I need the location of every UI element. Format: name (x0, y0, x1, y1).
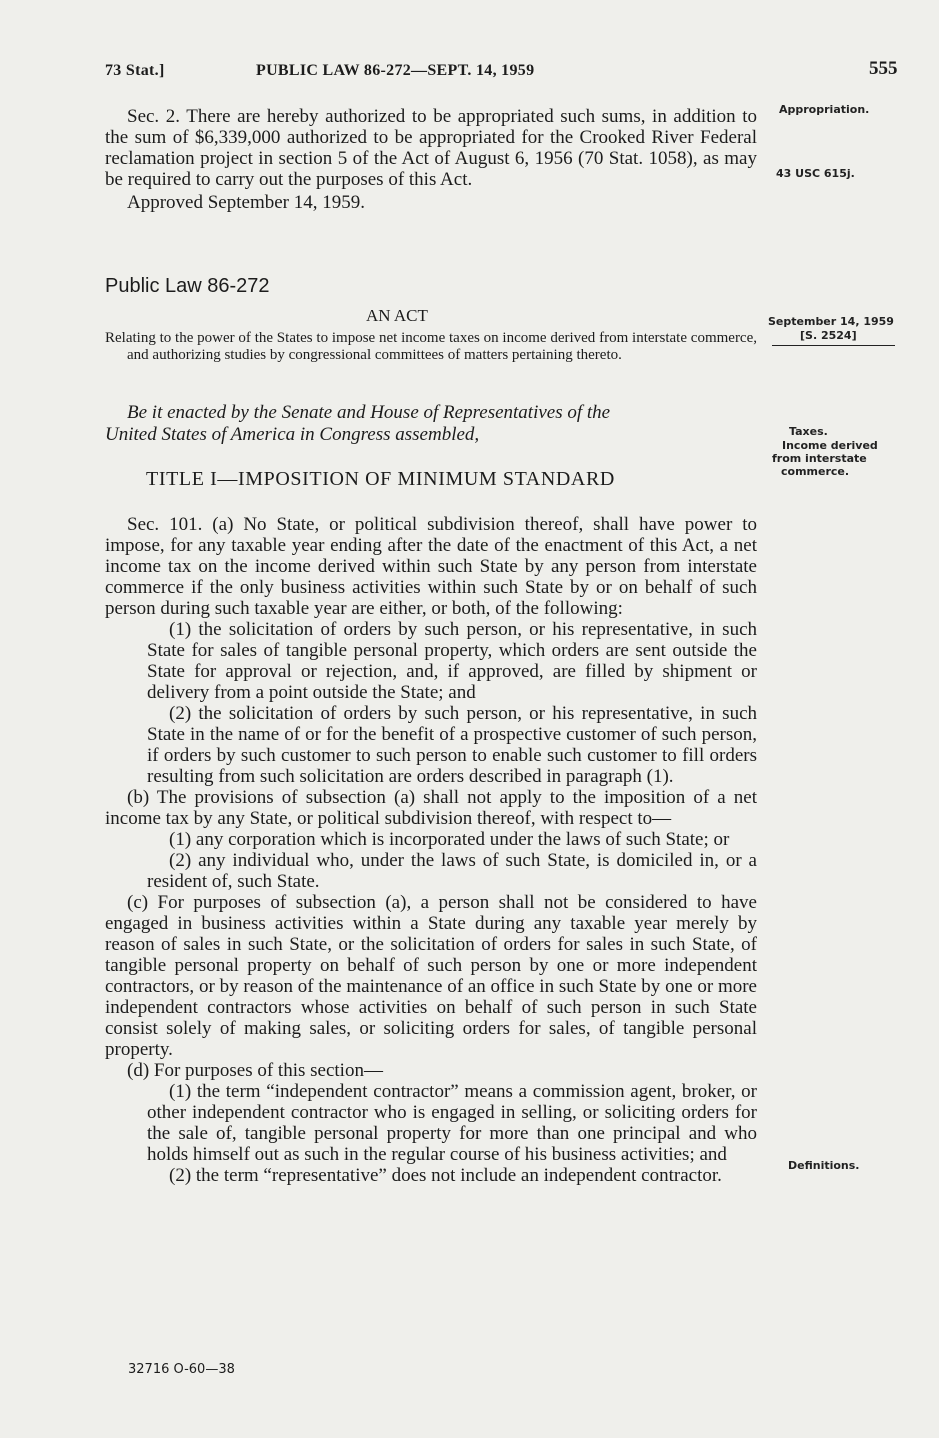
section-101-d: (d) For purposes of this section— (127, 1060, 383, 1081)
margin-note-definitions: Definitions. (788, 1159, 860, 1172)
header-title: PUBLIC LAW 86-272—SEPT. 14, 1959 (256, 62, 535, 79)
section-101 (105, 514, 757, 1186)
title-heading: TITLE I—IMPOSITION OF MINIMUM STANDARD (146, 468, 615, 490)
margin-note-taxes: Taxes. (789, 425, 828, 438)
an-act-heading: AN ACT (366, 306, 428, 325)
header-volume: 73 Stat.] (105, 62, 165, 79)
approved-date: Approved September 14, 1959. (127, 192, 365, 213)
section-101-a-1: (1) the solicitation of orders by such person, or his representative, in such State for sales of tangible personal property, which orders are sent outside the State for approval or rejection, and, if approved, are filled by shipment or delivery from a point outside the State; and (147, 619, 757, 703)
section-101-b: (b) The provisions of subsection (a) shall not apply to the imposition of a net income tax by any State, or political subdivision thereof, with respect to— (105, 787, 757, 829)
act-purpose-text: Relating to the power of the States to impose net income taxes on income derived from interstate commerce, and authorizing studies by congressional committees of matters pertaining thereto. (105, 330, 757, 363)
footer-code: 32716 O-60—38 (128, 1362, 235, 1377)
section-101-a: Sec. 101. (a) No State, or political subdivision thereof, shall have power to impose, for any taxable year ending after the date of the enactment of this Act, a net income tax on the income derived within such State by any person from interstate commerce if the only business activities within such State by or on behalf of such person during such taxable year are either, or both, of the following: (105, 514, 757, 619)
act-purpose (105, 330, 757, 364)
section-101-c: (c) For purposes of subsection (a), a person shall not be considered to have engaged in business activities within a State during any taxable year merely by reason of sales in such State, or the solicitation of orders for sales in such State, of tangible personal property on behalf of such person by one or more independent contractors, or by reason of the maintenance of an office in such State by one or more independent contractors whose activities on behalf of such person in such State consist solely of making sales, or soliciting orders for sales, of tangible personal property. (105, 892, 757, 1060)
section-2 (105, 106, 757, 213)
section-101-b-2: (2) any individual who, under the laws of such State, is domiciled in, or a resident of, such State. (147, 850, 757, 892)
enacting-clause (105, 402, 757, 446)
margin-note-taxes-2: Income derived (782, 439, 878, 452)
section-101-b-1: (1) any corporation which is incorporated under the laws of such State; or (169, 829, 730, 850)
margin-note-date: September 14, 1959 (768, 315, 894, 328)
margin-note-appropriation: Appropriation. (779, 103, 870, 116)
margin-note-taxes-3: from interstate (772, 452, 867, 465)
section-2-text: Sec. 2. There are hereby authorized to be appropriated such sums, in addition to the sum of $6,339,000 authorized to be appropriated for the Crooked River Federal reclamation project in section 5 of the Act of August 6, 1956 (70 Stat. 1058), as may be required to carry out the purposes of this Act. (105, 106, 757, 190)
margin-note-bill: [S. 2524] (800, 329, 857, 342)
section-101-a-2: (2) the solicitation of orders by such person, or his representative, in such State in the name of or for the benefit of a prospective customer of such person, if orders by such customer to such person to enable such customer to fill orders resulting from such solicitation are orders described in paragraph (1). (147, 703, 757, 787)
section-101-d-1: (1) the term “independent contractor” means a commission agent, broker, or other independent contractor who is engaged in selling, or soliciting orders for the sale of, tangible personal property for more than one principal and who holds himself out as such in the regular course of his business activities; and (147, 1081, 757, 1165)
enacting-clause-line2: United States of America in Congress assembled, (105, 424, 480, 445)
margin-rule (772, 345, 895, 346)
margin-note-usc: 43 USC 615j. (776, 167, 855, 180)
page-number: 555 (869, 58, 898, 79)
enacting-clause-line1: Be it enacted by the Senate and House of Representatives of the (127, 402, 611, 423)
public-law-title: Public Law 86-272 (105, 275, 270, 297)
margin-note-taxes-4: commerce. (781, 465, 850, 478)
section-101-d-2: (2) the term “representative” does not include an independent contractor. (169, 1165, 722, 1186)
